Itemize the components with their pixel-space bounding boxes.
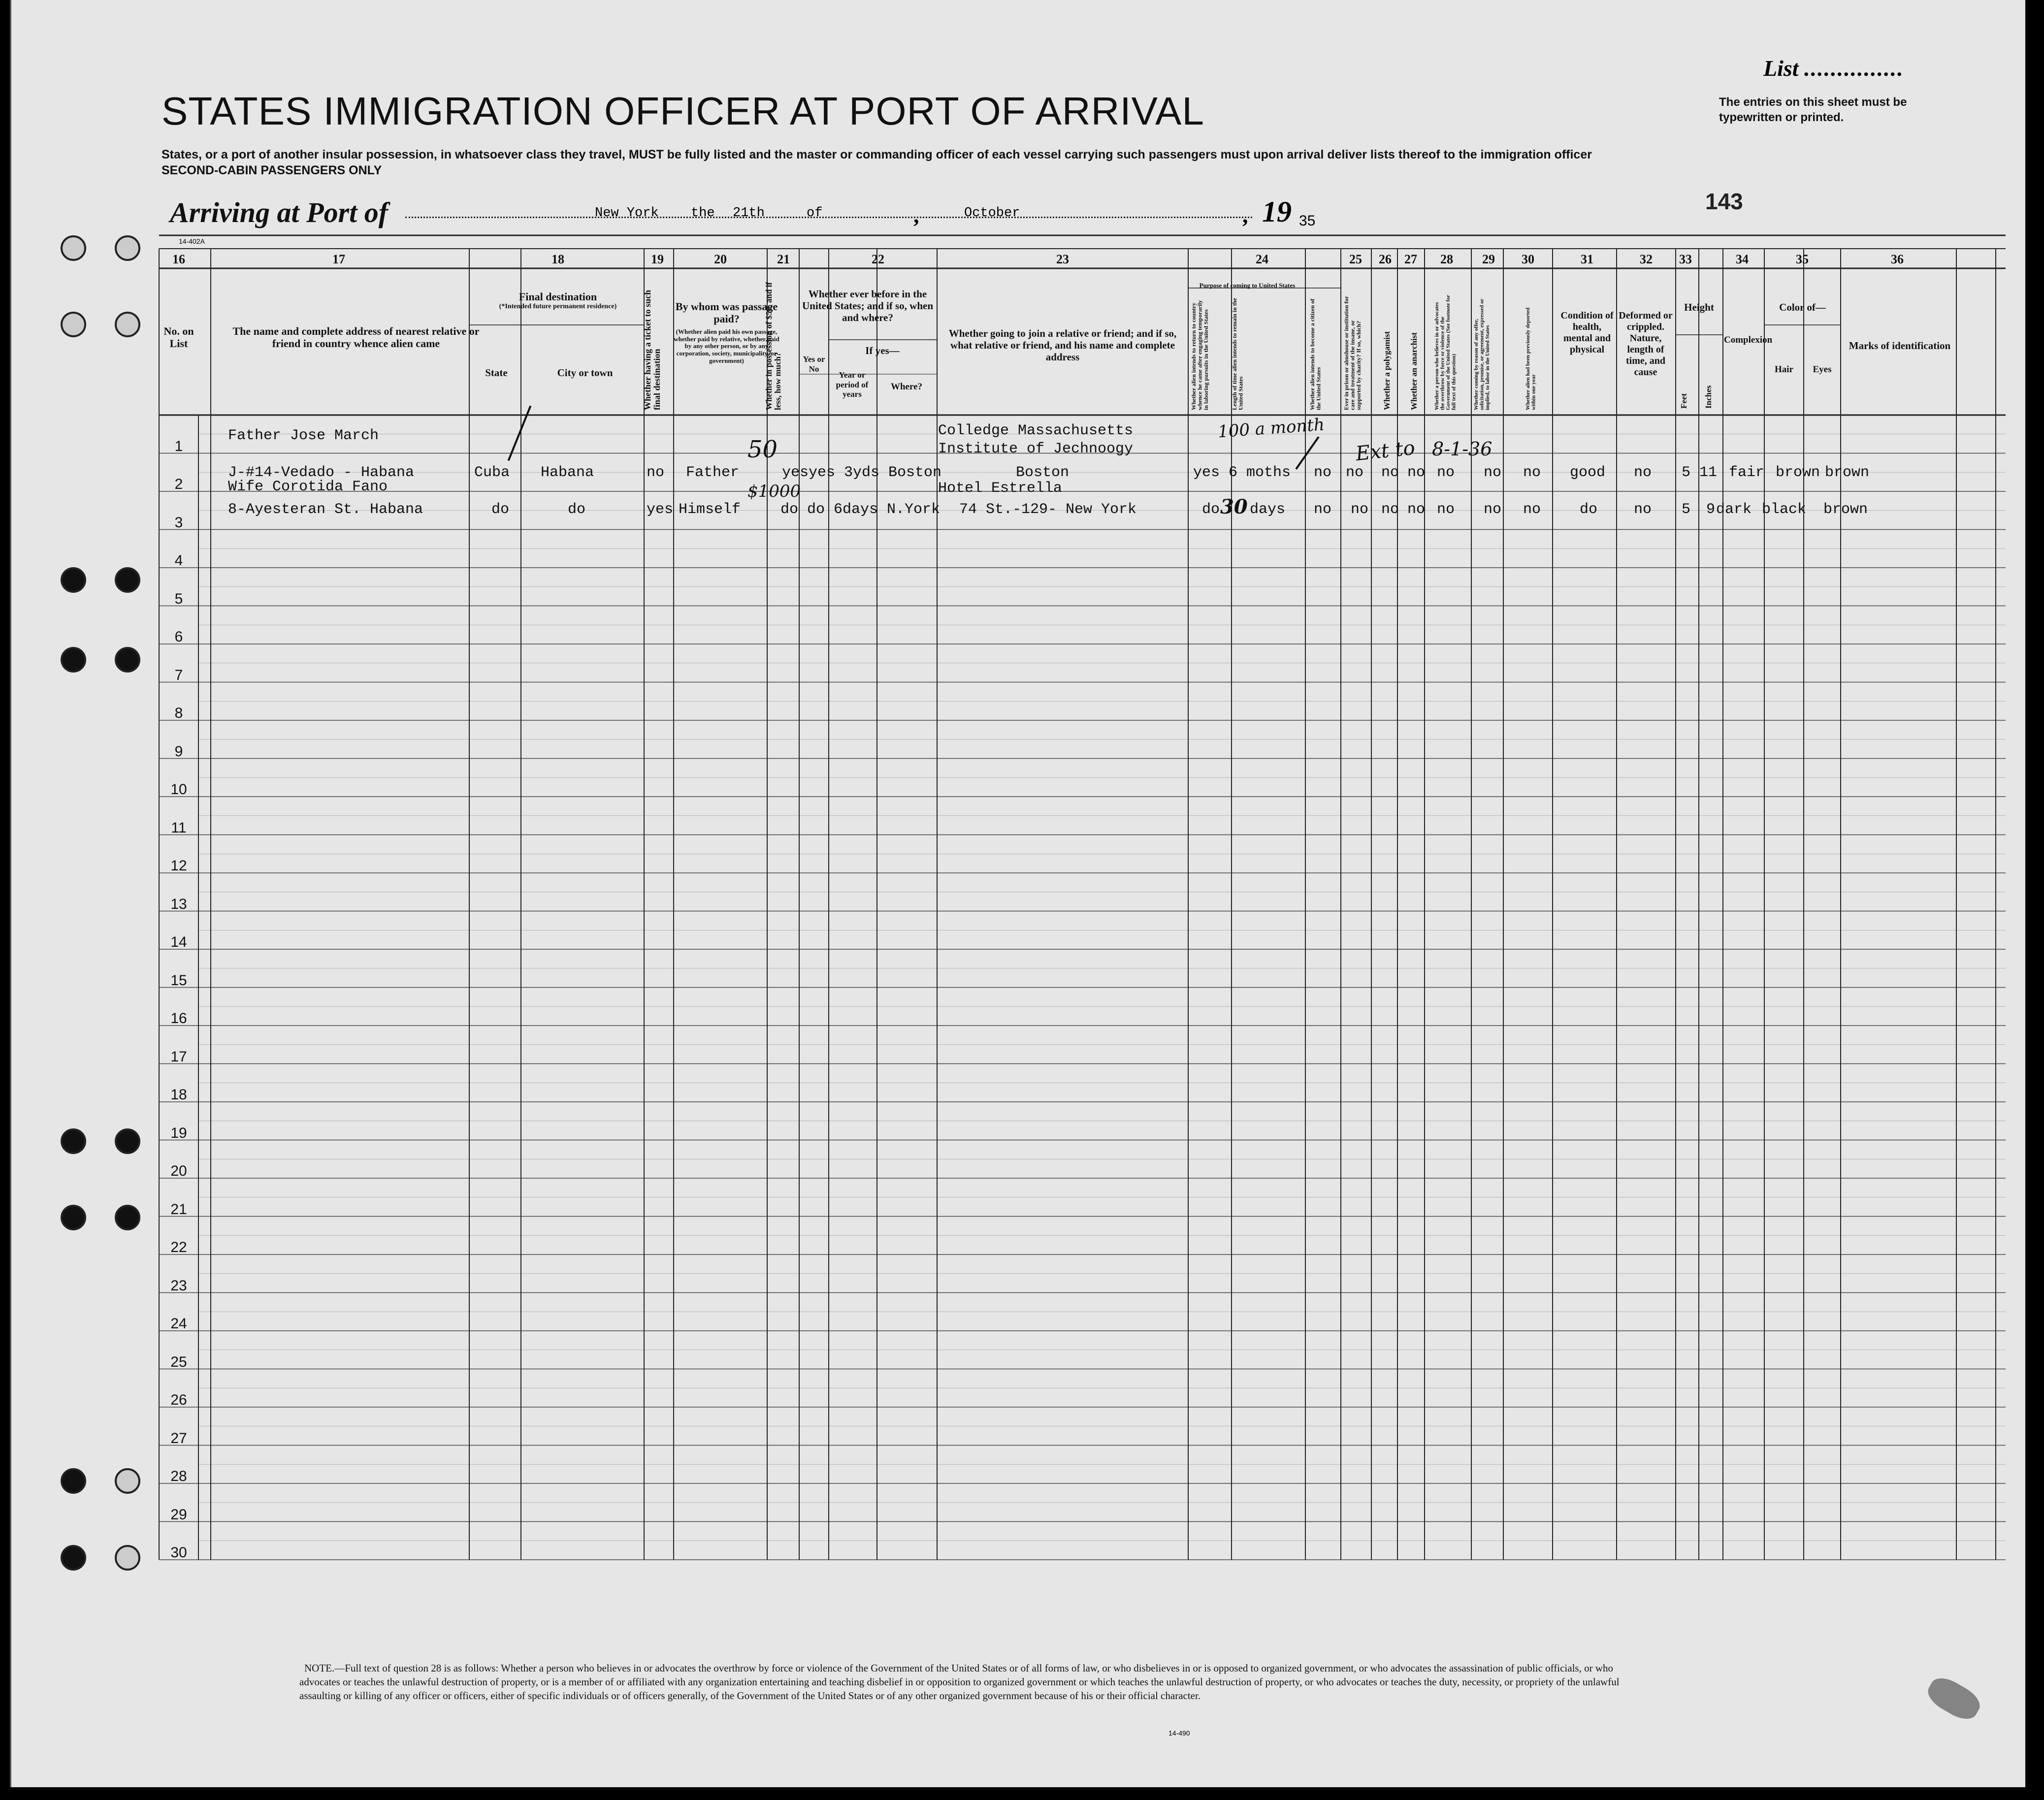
comma: , [913,202,919,227]
row-number: 8 [174,705,183,722]
row-number: 28 [170,1468,187,1485]
year-suffix: 35 [1299,213,1316,229]
arriving-label: Arriving at Port of [170,196,389,228]
row-number: 29 [170,1506,187,1523]
header-state: State [485,367,508,379]
labor-offer: no [1484,464,1502,481]
year-prefix: 19 [1262,195,1292,228]
final-destination-note: (*Intended future permanent residence) [499,303,617,311]
header-color-of: Color of— [1779,301,1826,313]
relative-address: 8-Ayesteran St. Habana [228,501,423,518]
overthrow: no [1437,501,1455,518]
ticket: yes [647,501,674,518]
footnote: NOTE.—Full text of question 28 is as follows: Whether a person who believes in or advocates the overthrow by force or violence of the Government of the United States or of all forms of law, or who disbelieves in or is opposed to organized government, or who advocates the assassination of public officials, or who advocates or teaches the unlawful destruction of property, or is a member of or affiliated with any organization entertaining and teaching disbelief in or opposition to organized government or which teaches the unlawful destruction of property, or who advocates or teaches the duty, necessity, or propriety of the unlawful assaulting or killing of any officer or officers, either of specific individuals or of officers generally, of the Government of the United States or of any other organized government because of his or their official character. [299,1662,1620,1702]
row-number: 11 [171,819,187,836]
header-inches: Inches [1704,385,1713,409]
hair: black [1762,501,1807,518]
column-number: 17 [332,252,345,266]
footer-code: 14-490 [1168,1729,1190,1737]
purpose-days-number: 30 [1220,495,1248,518]
column-number: 16 [172,252,185,266]
hair: brown [1776,464,1820,481]
row-number: 18 [170,1087,187,1103]
height-inches: 11 [1699,464,1718,481]
cabin-class: SECOND-CABIN PASSENGERS ONLY [162,163,382,177]
binder-hole [61,312,86,337]
deformed: no [1634,464,1652,481]
header-if-yes: If yes— [865,345,900,356]
binder-hole [115,1205,140,1230]
row-number: 17 [170,1048,187,1065]
join-city: Boston [1016,464,1070,481]
row-number: 5 [174,590,183,607]
state: Cuba [474,464,510,481]
column-number: 28 [1440,252,1453,266]
column-number: 27 [1404,252,1417,266]
purpose-do: do [1202,501,1220,518]
instructions-line: States, or a port of another insular possession, in whatsoever class they travel, MUST be fully listed and the master or commanding officer of each vessel carrying such passengers must upon arrival deliver lists thereof to the immigration officer [162,148,1592,161]
deported: no [1523,501,1541,518]
binder-hole [61,235,86,261]
anarchist-2: no [1407,501,1426,518]
anarchist-2: no [1407,464,1426,481]
anarchist: no [1381,464,1399,481]
labor-offer: no [1484,501,1502,518]
money: 50 [747,436,778,463]
prison: no [1314,464,1332,481]
row-number: 10 [170,781,187,798]
manifest-sheet [10,0,2025,1787]
column-number: 25 [1349,252,1362,266]
column-number: 20 [714,252,727,266]
header-purpose-return: Whether alien intends to return to country whence he came after engaging temporarily in laboring pursuits in the United States [1190,300,1210,410]
row-number: 2 [174,476,183,493]
row-number: 22 [170,1239,187,1256]
passage-paid: Father [686,464,740,481]
header-city: City or town [557,367,613,379]
join-line-1: Colledge Massachusetts [938,422,1134,439]
been-before: yesyes 3yds Boston [782,464,942,481]
month-value: October [964,206,1020,221]
complexion: dark [1716,501,1752,518]
binder-hole [61,567,86,593]
row-number: 24 [170,1316,187,1332]
header-eyes: Eyes [1813,364,1832,375]
row-number: 13 [170,896,187,912]
column-number: 30 [1522,252,1534,266]
typewritten-note: The entries on this sheet must be typewritten or printed. [1719,96,1907,125]
city: do [568,501,586,518]
binder-hole [115,1128,140,1154]
deported: no [1523,464,1541,481]
comma: , [1242,202,1248,227]
column-number: 33 [1679,252,1692,266]
header-passage-paid [674,300,779,365]
port-value: New York [595,206,659,221]
page-title: STATES IMMIGRATION OFFICER AT PORT OF ARRIVAL [162,89,1204,133]
complexion: fair [1729,464,1765,481]
binder-hole [115,235,140,261]
form-code: 14-402A [179,237,205,245]
polygamist: no [1346,464,1364,481]
header-polygamist: Whether a polygamist [1382,331,1392,410]
row-number: 3 [174,514,183,531]
anarchist: no [1381,501,1399,518]
passage-paid-label: By whom was passage paid? [675,300,778,325]
header-purpose: Purpose of coming to United States [1199,282,1296,289]
row-number: 26 [170,1392,187,1409]
header-ticket: Whether having a ticket to such final destination [643,289,662,410]
header-height: Height [1684,301,1714,313]
purpose: yes 6 moths [1193,464,1291,481]
relative-name: Wife Corotida Fano [228,479,388,495]
header-purpose-length: Length of time alien intends to remain in the United States [1231,298,1244,410]
passage-paid: Himself [679,501,741,518]
handwritten-monthly: 100 a month [1217,415,1326,442]
row-number: 20 [170,1163,187,1180]
header-feet: Feet [1679,393,1688,409]
binder-hole [115,1545,140,1571]
page-number: 143 [1705,189,1743,214]
header-deported: Whether alien had been previously deported within one year [1525,307,1537,410]
row-number: 21 [170,1201,187,1218]
header-period: Year or period of years [836,370,869,399]
binder-hole [115,1468,140,1494]
column-number: 26 [1379,252,1392,266]
been-before: do do 6days N.York [780,501,941,518]
header-before-us: Whether ever before in the United States; and if so, when and where? [802,288,934,324]
header-labor-offer: Whether coming by reason of any offer, solicitation, promise, or agreement, expressed or implied, to labor in the United States [1473,298,1491,410]
binder-hole [61,1205,86,1230]
column-number: 31 [1581,252,1593,266]
join-address: 74 St.-129- New York [959,501,1137,518]
column-number: 35 [1796,252,1809,266]
row-number: 12 [170,858,187,874]
row-number: 7 [174,667,183,683]
handwritten-extension: Ext to [1354,436,1416,466]
binder-hole [61,1468,86,1494]
binder-hole [61,1128,86,1154]
column-number: 18 [552,252,564,266]
handwritten-extension-date: 8-1-36 [1432,438,1492,460]
the-label: the [691,206,715,221]
relative-name: Father Jose March [228,427,379,444]
row-number: 30 [170,1544,187,1561]
column-number: 21 [777,252,790,266]
health: good [1570,464,1606,481]
health: do [1580,501,1598,518]
header-hair: Hair [1775,364,1793,375]
header-nearest-relative: The name and complete address of nearest relative or friend in country whence alien came [232,325,480,350]
binder-hole [61,1545,86,1571]
polygamist: no [1351,501,1369,518]
binder-hole [115,647,140,673]
row-number: 27 [170,1430,187,1446]
join-line-1: Hotel Estrella [938,480,1063,497]
height-feet: 5 [1682,464,1691,481]
header-health: Condition of health, mental and physical [1560,310,1614,355]
prison: no [1314,501,1332,518]
row-number: 23 [170,1277,187,1294]
header-purpose-citizen: Whether alien intends to become a citizen of the United States [1309,298,1322,410]
final-destination-label: Final destination [519,290,597,303]
header-prison: Ever in prison or almshouse or institution for care and treatment of the insane, or supported by charity? If so, which? [1343,296,1363,410]
binder-hole [115,567,140,593]
row-number: 19 [170,1125,187,1141]
header-deformed: Deformed or crippled. Nature, length of time, and cause [1619,310,1673,378]
column-number: 29 [1482,252,1495,266]
table-rules [11,0,2025,1787]
passage-paid-note: (Whether alien paid his own passage, whether paid by relative, whether paid by any other person, or by any corporation, society, municipality, or government) [674,327,779,365]
row-number: 14 [170,934,187,951]
ticket: no [647,464,665,481]
binder-hole [115,312,140,337]
eyes: brown [1823,501,1868,518]
row-number: 1 [174,438,183,454]
join-line-2: Institute of Jechnoogy [938,441,1134,457]
overthrow: no [1437,464,1455,481]
row-number: 15 [170,972,187,989]
eyes: brown [1825,464,1870,481]
day-value: 21th [733,206,765,221]
row-number: 16 [170,1010,187,1027]
column-number: 32 [1640,252,1653,266]
column-number: 19 [651,252,664,266]
height-inches: 9 [1706,501,1716,518]
header-complexion: Complexion [1724,335,1773,345]
header-marks: Marks of identification [1849,340,1951,352]
header-final-destination [472,290,644,311]
list-label: List ............... [1763,56,1904,81]
row-number: 4 [174,552,183,569]
row-number: 9 [174,743,183,760]
header-no-on-list: No. on List [163,325,194,350]
binder-hole [61,647,86,673]
deformed: no [1634,501,1652,518]
height-feet: 5 [1682,501,1691,518]
arrival-dotted-line [405,217,1252,218]
column-number: 36 [1891,252,1904,266]
city: Habana [541,464,594,481]
header-overthrow: Whether a person who believes in or advocates the overthrow by force or violence of the Government of the United States (See footnote for full text of this question) [1434,294,1457,410]
header-where: Where? [890,382,923,392]
row-number: 25 [170,1353,187,1370]
header-anarchist: Whether an anarchist [1409,332,1419,410]
row-number: 6 [174,629,183,645]
purpose-days: days [1250,501,1286,518]
column-number: 23 [1056,252,1069,266]
column-number: 34 [1736,252,1749,266]
header-money: Whether in possession of $50, and if less, how much? [764,282,782,410]
relative-address: J-#14-Vedado - Habana [228,464,415,481]
column-number: 24 [1256,252,1268,266]
header-join-relative: Whether going to join a relative or friend; and if so, what relative or friend, and his name and complete address [948,327,1177,363]
column-number: 22 [872,252,884,266]
of-label: of [807,206,823,221]
state: do [491,501,510,518]
money: $1000 [747,482,801,501]
header-yes-no: Yes or No [803,354,825,374]
